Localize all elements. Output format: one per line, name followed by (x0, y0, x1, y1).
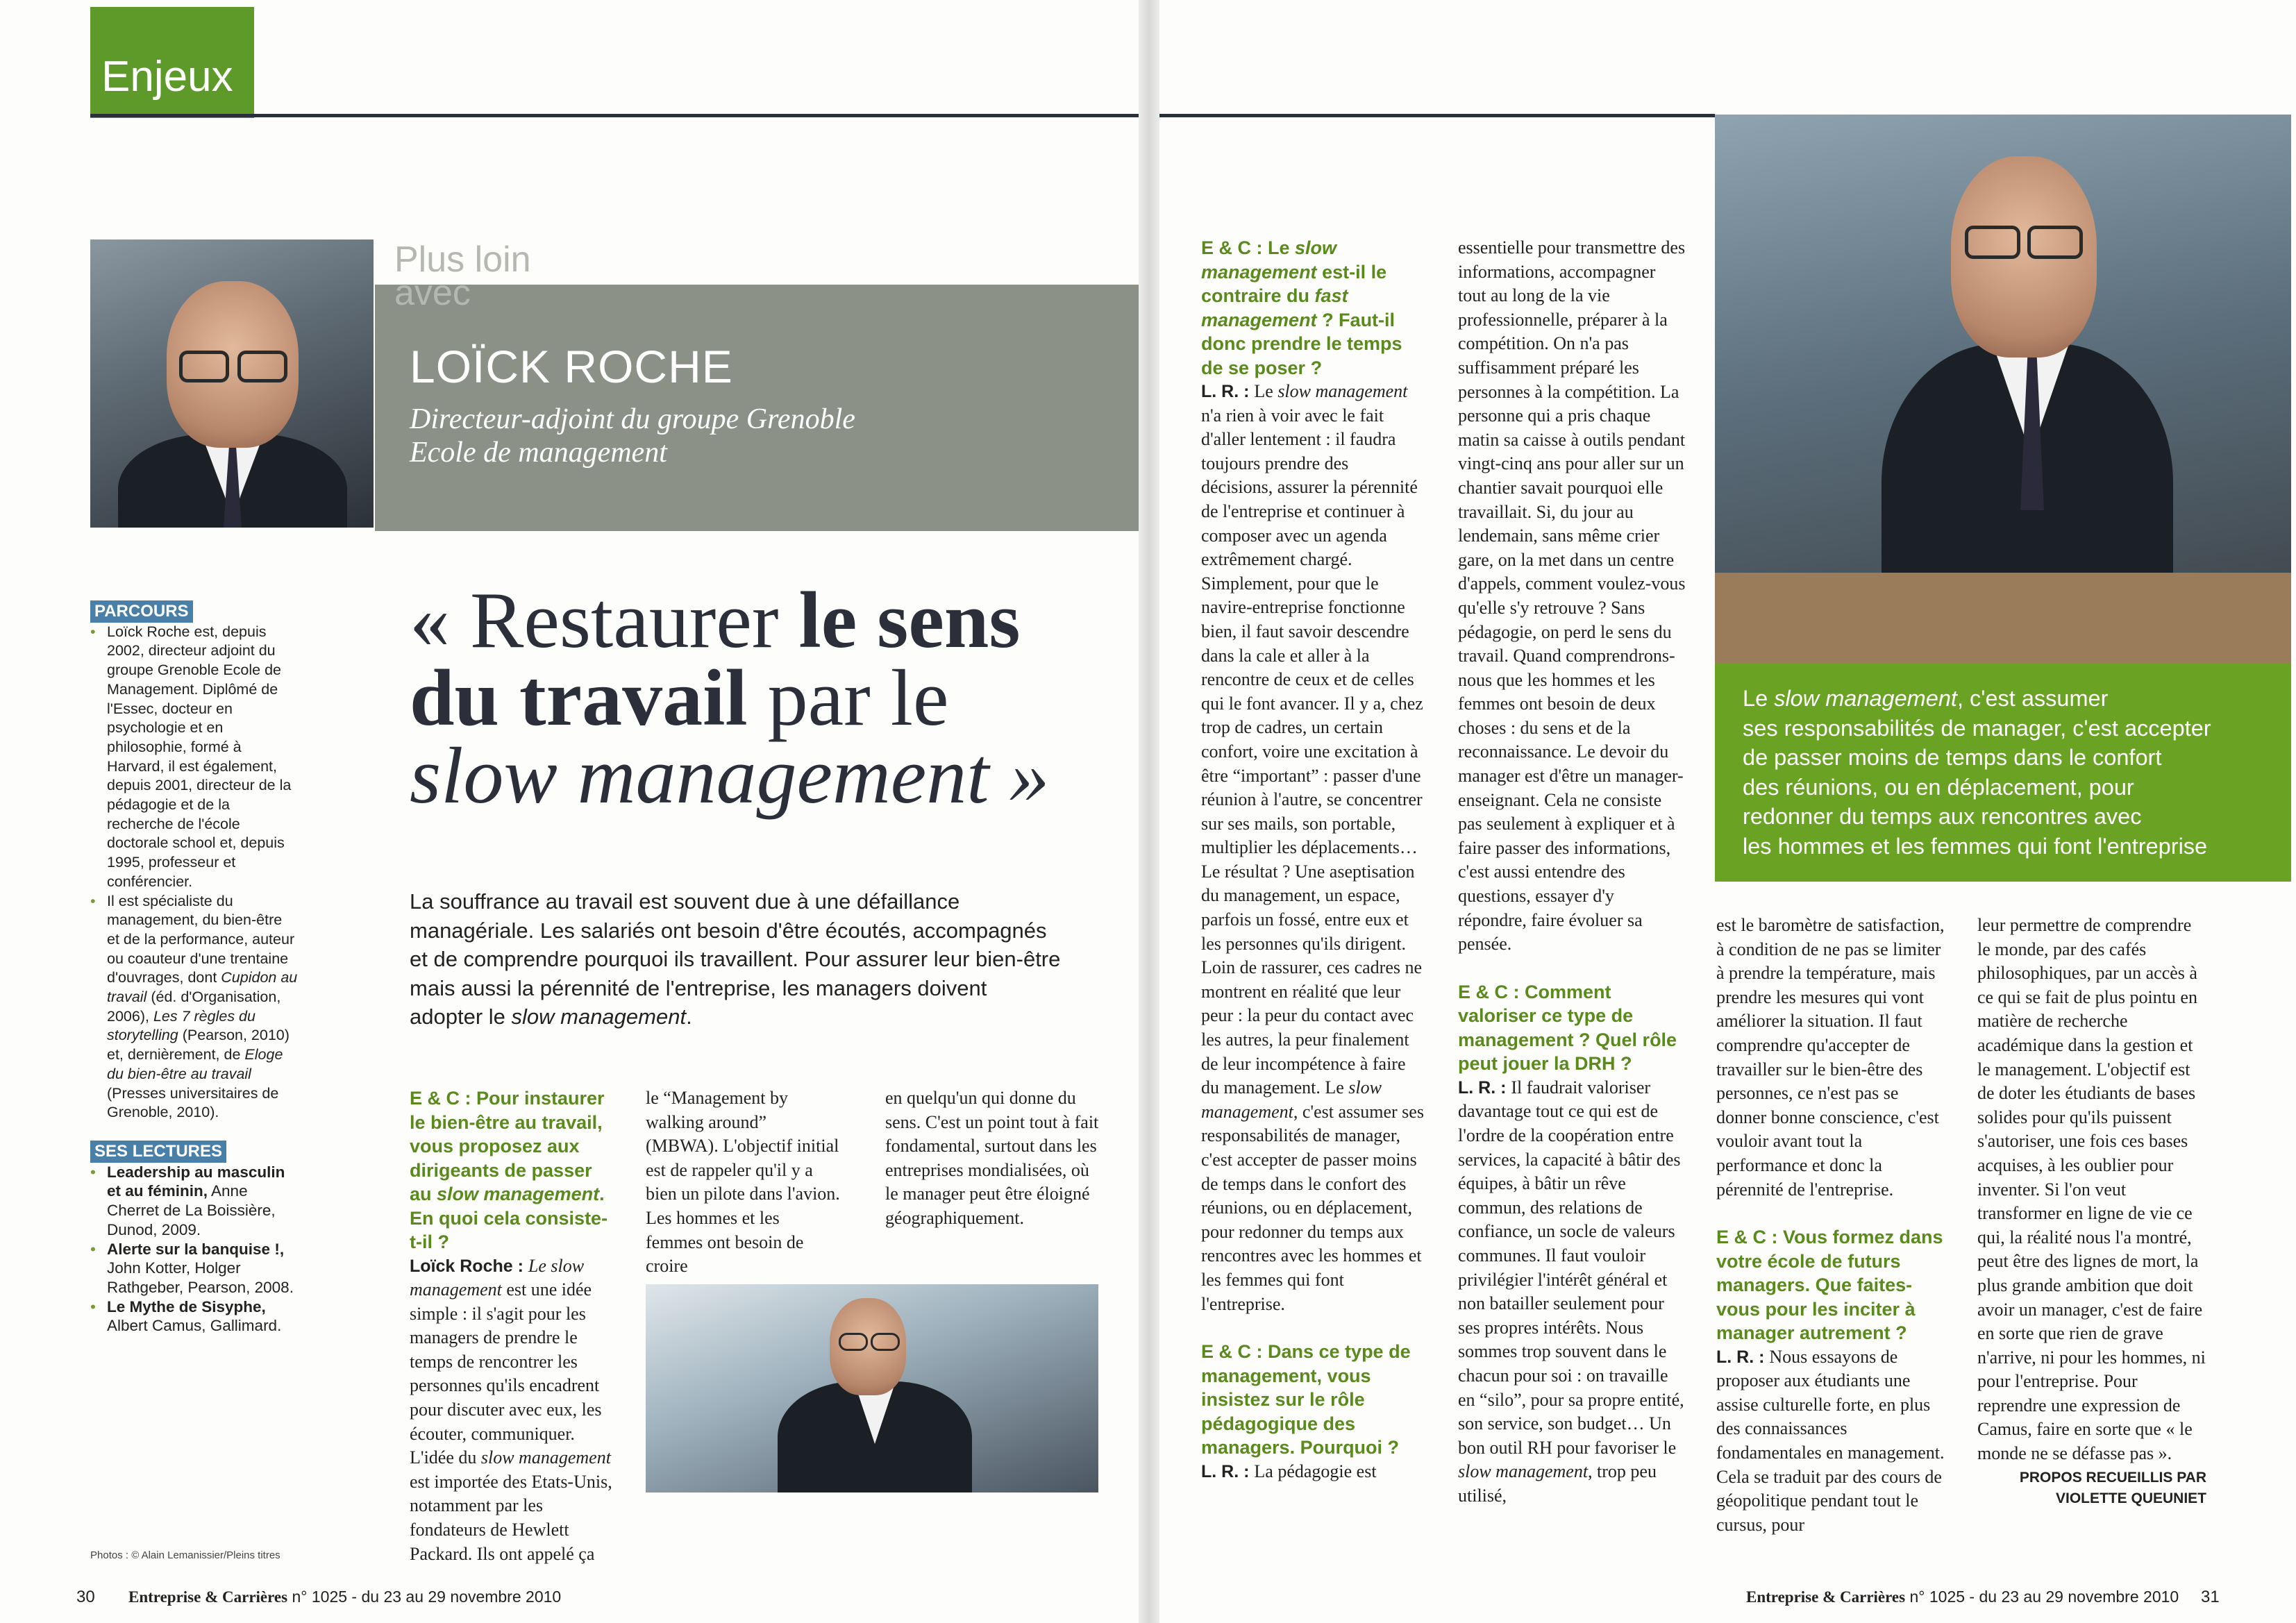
footer-right: Entreprise & Carrières n° 1025 - du 23 au 29 novembre 2010 (1746, 1588, 2179, 1606)
section-label: Enjeux (101, 53, 233, 101)
right-column-c: est le baromètre de satisfaction, à condition de ne pas se limiter à prendre la température, mais prendre les mesures qui vont améliorer la situation. Il faut comprendre qu'accepter de travailler sur le bien-être des personnes, ce n'est pas se donner bonne conscience, c'est vouloir avant tout la performance et donc la pérennité de l'entreprise. E & C : Vous formez dans votre école de futurs managers. Que faites-vous pour les inciter à manager autrement ? L. R. : Nous essayons de proposer aux étudiants une assise culturelle forte, en plus des connaissances fondamentales en management. Cela se traduit par des cours de géopolitique pendant tout le cursus, pour (1716, 914, 1945, 1537)
lecture-item: • Alerte sur la banquise !, John Kotter, Holger Rathgeber, Pearson, 2008. (90, 1240, 299, 1297)
question: E & C : Comment valoriser ce type de management ? Quel rôle peut jouer la DRH ? (1458, 981, 1677, 1075)
person-title-line2: Ecole de management (410, 437, 667, 469)
person-title-line1: Directeur-adjoint du groupe Grenoble (410, 403, 855, 435)
page-gutter (1139, 0, 1159, 1623)
question: E & C : Pour instaurer le bien-être au travail, vous proposez aux dirigeants de passer au slow management. En quoi cela consiste-t-il ? (410, 1088, 608, 1252)
parcours-label: PARCOURS (90, 600, 193, 623)
lead-paragraph: La souffrance au travail est souvent due à une défaillance managériale. Les salariés ont besoin d'être écoutés, accompagnés et de comprendre pourquoi ils travaillent. Pour assurer leur bien-être mais aussi la pérennité de l'entreprise, les managers doivent adopter le slow management. (410, 889, 1061, 1029)
footer-left: Entreprise & Carrières n° 1025 - du 23 au 29 novembre 2010 (128, 1588, 562, 1606)
left-page (0, 0, 1139, 1623)
lecture-item: • Le Mythe de Sisyphe, Albert Camus, Gallimard. (90, 1297, 299, 1336)
right-column-b: essentielle pour transmettre des informations, accompagner tout au long de la vie professionnelle, préparer à la compétition. On n'a pas suffisamment préparé les personnes à la compétition. La personne qui a pris chaque matin sa caisse à outils pendant vingt-cinq ans pour aller sur un chantier savait pourquoi elle travaillait. Si, du jour au lendemain, sans même crier gare, on la met dans un centre d'appels, comment voulez-vous qu'elle s'y retrouve ? Sans pédagogie, on perd le sens du travail. Quand comprendrons-nous que les hommes et les femmes ont besoin de deux choses : du sens et de la reconnaissance. Le devoir du manager est d'être un manager-enseignant. Cela ne consiste pas seulement à expliquer et à faire passer des informations, c'est aussi entendre des questions, essayer d'y répondre, faire évoluer sa pensée. E & C : Comment valoriser ce type de management ? Quel rôle peut jouer la DRH ? L. R. : Il faudrait valoriser davantage tout ce qui est de l'ordre de la coopération entre services, la capacité à bâtir des équipes, à bâtir un rêve commun, des relations de confiance, un socle de valeurs communes. Il faut vouloir privilégier l'intérêt général et non batailler seulement pour ses propres intérêts. Nous sommes trop souvent dans le chacun pour soi : on travaille en “silo”, pour sa propre entité, son service, son budget… Un bon outil RH pour favoriser le slow management, trop peu utilisé, (1458, 236, 1687, 1508)
section-tab (90, 7, 254, 118)
lecture-item: • Leadership au masculin et au féminin, Anne Cherret de La Boissière, Dunod, 2009. (90, 1163, 299, 1240)
page-number-right: 31 (2201, 1588, 2220, 1606)
lectures-label: SES LECTURES (90, 1141, 226, 1163)
top-rule-left (90, 114, 1139, 117)
photo-credit: Photos : © Alain Lemanissier/Pleins titres (90, 1549, 280, 1561)
parcours-item: • Il est spécialiste du management, du bien-être et de la performance, auteur ou coauteur d'une trentaine d'ouvrages, dont Cupidon au travail (éd. d'Organisation, 2006), Les 7 règles du storytelling (Pearson, 2010) et, dernièrement, de Eloge du bien-être au travail (Presses universitaires de Grenoble, 2010). (90, 892, 299, 1122)
interview-photo (646, 1284, 1098, 1492)
pull-quote: Le slow management, c'est assumer ses responsabilités de manager, c'est accepter de passer moins de temps dans le confort des réunions, ou en déplacement, pour redonner du temps aux rencontres avec les hommes et les femmes qui font l'entreprise (1715, 663, 2291, 882)
ghost-heading: Plus loin avec (394, 239, 531, 313)
answer: L. R. : Le slow management n'a rien à voir avec le fait d'aller lentement : il faudra toujours prendre des décisions, assurer la pérennité de l'entreprise et continuer à composer avec un agenda extrêmement chargé. Simplement, pour que le navire-entreprise fonctionne bien, il faut savoir descendre dans la cale et aller à la rencontre de ceux et de celles qui le font avancer. Il y a, chez trop de cadres, un certain confort, voire une excitation à être “important” : passer d'une réunion à l'autre, se concentrer sur ses mails, son portable, multiplier les déplacements… Le résultat ? Une aseptisation du management, un espace, parfois un fossé, entre eux et les personnes qu'ils dirigent. Loin de rassurer, ces cadres ne montrent en réalité que leur peur : la peur du contact avec les autres, la peur finalement de leur incompétence à faire du management. Le slow management, c'est assumer ses responsabilités de manager, c'est accepter de passer moins de temps dans le confort des réunions, ou en déplacement, pour redonner du temps aux rencontres avec les hommes et les femmes qui font l'entreprise. (1201, 381, 1424, 1314)
answer: L. R. : Il faudrait valoriser davantage tout ce qui est de l'ordre de la coopération entre services, la capacité à bâtir des équipes, à bâtir un rêve commun, des relations de confiance, un socle de valeurs communes. Il faut vouloir privilégier l'intérêt général et non batailler seulement pour ses propres intérêts. Nous sommes trop souvent dans le chacun pour soi : on travaille en “silo”, pour sa propre entité, son service, son budget… Un bon outil RH pour favoriser le slow management, trop peu utilisé, (1458, 1077, 1684, 1506)
question: E & C : Dans ce type de management, vous insistez sur le rôle pédagogique des managers. Pourquoi ? (1201, 1341, 1411, 1458)
top-rule-right (1159, 114, 1715, 117)
left-column-2: le “Management by walking around” (MBWA). L'objectif initial est de rappeler qu'il y a bien un pilote dans l'avion. Les hommes et les femmes ont besoin de croire (646, 1088, 840, 1277)
question: E & C : Le slow management est-il le contraire du fast management ? Faut-il donc prendre le temps de se poser ? (1201, 237, 1402, 378)
answer: L. R. : La pédagogie est (1201, 1461, 1377, 1481)
answer: Loïck Roche : Le slow management est une idée simple : il s'agit pour les managers de prendre le temps de rencontrer les personnes qu'ils encadrent pour discuter avec eux, les écouter, communiquer. L'idée du slow management est importée des Etats-Unis, notamment par les fondateurs de Hewlett Packard. Ils ont appelé ça (410, 1255, 612, 1564)
sidebar (90, 600, 299, 1336)
interview-credit: PROPOS RECUEILLIS PAR VIOLETTE QUEUNIET (2019, 1469, 2206, 1506)
right-page (1159, 0, 2296, 1623)
page-number-left: 30 (76, 1588, 95, 1606)
name-band (375, 239, 1139, 531)
person-name: LOÏCK ROCHE (410, 341, 733, 392)
right-column-d: leur permettre de comprendre le monde, par des cafés philosophiques, par un accès à ce qui se fait de plus pointu en matière de recherche académique dans la gestion et le management. L'objectif est de doter les étudiants de bases solides pour qu'ils puissent s'autoriser, une fois ces bases acquises, à les oublier pour inventer. Si l'on veut transformer en ligne de vie ce qui, la réalité nous l'a montré, peut être des lignes de mort, la plus grande ambition que doit avoir un manager, c'est de faire en sorte que rien de grave n'arrive, ni pour les hommes, ni pour l'entreprise. Pour reprendre une expression de Camus, faire en sorte que « le monde ne se défasse pas ». PROPOS RECUEILLIS PAR VIOLETTE QUEUNIET (1977, 914, 2206, 1509)
main-photo (1715, 115, 2291, 663)
parcours-item: • Loïck Roche est, depuis 2002, directeur adjoint du groupe Grenoble Ecole de Management. Diplômé de l'Essec, docteur en psychologie et en philosophie, formé à Harvard, il est également, depuis 2001, directeur de la pédagogie et de la recherche de l'école doctorale school et, depuis 1995, professeur et conférencier. (90, 623, 299, 892)
portrait-photo (90, 239, 374, 528)
left-column-1 (410, 1086, 618, 1566)
right-column-a (1201, 236, 1425, 1483)
left-column-3: en quelqu'un qui donne du sens. C'est un point tout à fait fondamental, surtout dans les entreprises mondialisées, où le manager peut être éloigné géographiquement. (885, 1088, 1099, 1228)
answer: L. R. : Nous essayons de proposer aux étudiants une assise culturelle forte, en plus des connaissances fondamentales en management. Cela se traduit par des cours de géopolitique pendant tout le cursus, pour (1716, 1346, 1945, 1535)
headline: « Restaurer le sens du travail par le slow management » (410, 576, 1050, 821)
question: E & C : Vous formez dans votre école de futurs managers. Que faites-vous pour les inciter à manager autrement ? (1716, 1227, 1943, 1344)
